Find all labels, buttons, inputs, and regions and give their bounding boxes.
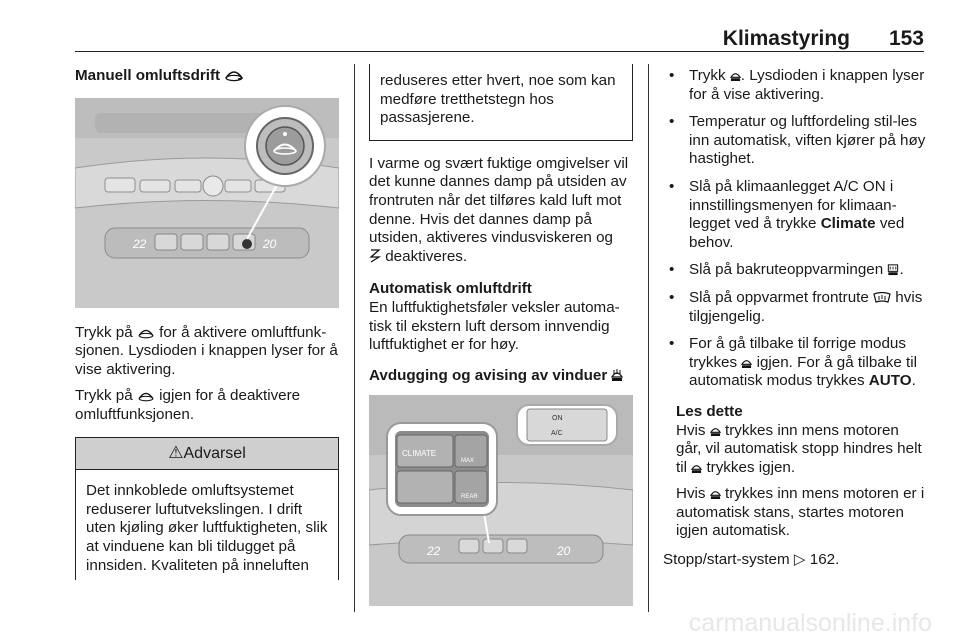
wiper-icon bbox=[369, 249, 381, 263]
recirculation-icon bbox=[137, 390, 155, 402]
paragraph-humid-conditions: I varme og svært fuktige omgivelser vil det kunne dannes damp på utsiden av frontruten når det tilføres kald luft mot denne. Hvis det dannes damp på utsiden, aktiveres vindusviskeren og deaktiveres. bbox=[369, 154, 629, 265]
max-button-label: MAX bbox=[461, 458, 475, 465]
paragraph-activate: Trykk på for å aktivere omluftfunk-sjonen. Lysdioden i knappen lyser for å vise aktivering. bbox=[75, 323, 338, 378]
list-item: • For å gå tilbake til forrige modus trykkes igjen. For å gå tilbake til automatisk modus trykkes AUTO. bbox=[663, 335, 928, 391]
watermark: carmanualsonline.info bbox=[688, 609, 932, 637]
sub-heading-auto-recirculation: Automatisk omluftdrift bbox=[369, 280, 532, 298]
defrost-max-icon bbox=[730, 69, 741, 82]
climate-button-label: CLIMATE bbox=[402, 449, 437, 459]
warning-text: Det innkoblede omluftsystemet reduserer luftutvekslingen. I drift uten kjøling øker luftfuktigheten, slik at vinduene kan bli tildugget på innsiden. Kvaliteten på inneluften bbox=[86, 482, 328, 574]
list-item: • Slå på klimaanlegget A/C ON i innstillingsmenyen for klimaan-legget ved å trykke Climate ved behov. bbox=[663, 178, 928, 252]
list-item: • Slå på bakruteoppvarmingen . bbox=[663, 261, 928, 280]
note-heading: Les dette bbox=[676, 402, 743, 420]
defrost-max-icon bbox=[611, 368, 623, 382]
on-label: ON bbox=[552, 415, 563, 423]
cross-reference-link[interactable]: Stopp/start-system bbox=[663, 551, 790, 569]
figure-recirculation-panel bbox=[75, 98, 339, 308]
defrost-max-icon bbox=[710, 424, 721, 437]
rear-button-label: REAR bbox=[461, 494, 478, 501]
column-divider-1 bbox=[354, 64, 355, 612]
svg-text:22: 22 bbox=[427, 544, 441, 559]
list-item: • Slå på oppvarmet frontrute hvis tilgjengelig. bbox=[663, 289, 928, 326]
column-2 bbox=[369, 64, 633, 606]
defrost-max-icon bbox=[691, 461, 702, 474]
ac-label: A/C bbox=[551, 430, 563, 438]
cross-reference: Stopp/start-system ▷ 162. bbox=[663, 551, 840, 569]
defrost-max-icon bbox=[741, 356, 752, 369]
warning-box bbox=[75, 437, 339, 580]
list-item: • Trykk . Lysdioden i knappen lyser for å vise aktivering. bbox=[663, 67, 928, 104]
defog-panel-illustration bbox=[369, 395, 633, 606]
dashboard-illustration bbox=[75, 98, 339, 308]
page-header-title: Klimastyring bbox=[722, 27, 850, 50]
page-reference-icon: ▷ bbox=[793, 551, 806, 569]
note-paragraph-1: Hvis trykkes inn mens motoren går, vil automatisk stopp hindres helt til trykkes igjen. bbox=[676, 421, 922, 476]
column-divider-2 bbox=[648, 64, 649, 612]
recirculation-icon bbox=[224, 68, 244, 82]
page-number: 153 bbox=[888, 27, 924, 50]
paragraph-deactivate: Trykk på igjen for å deaktivere omluftfunksjonen. bbox=[75, 387, 301, 423]
recirculation-icon bbox=[137, 327, 155, 339]
heated-windscreen-icon bbox=[873, 292, 891, 304]
svg-text:22: 22 bbox=[133, 236, 147, 251]
defrost-max-icon bbox=[710, 487, 721, 500]
warning-icon: ⚠ bbox=[168, 442, 184, 462]
column-1 bbox=[75, 67, 339, 580]
rear-window-heater-icon bbox=[887, 263, 899, 276]
column-3 bbox=[663, 67, 928, 578]
note-paragraph-2: Hvis trykkes inn mens motoren er i automatisk stans, startes motoren igjen automatisk. bbox=[676, 485, 925, 540]
svg-text:20: 20 bbox=[557, 544, 571, 559]
figure-defog-panel bbox=[369, 395, 633, 606]
warning-text-continued: reduseres etter hvert, noe som kan medføre tretthetstegn hos passasjerene. bbox=[380, 72, 616, 127]
section-heading-recirculation: Manuell omluftsdrift bbox=[75, 67, 339, 86]
header-rule bbox=[75, 51, 924, 52]
list-item: • Temperatur og luftfordeling stil-les inn automatisk, viften kjører på høy hastighet. bbox=[663, 113, 928, 169]
section-heading-defog: Avdugging og avising av vinduer bbox=[369, 367, 633, 386]
defog-steps-list bbox=[663, 67, 928, 391]
warning-box-continued bbox=[369, 64, 633, 141]
warning-header: ⚠Advarsel bbox=[76, 438, 338, 471]
svg-text:20: 20 bbox=[263, 236, 277, 251]
paragraph-humidity-sensor: En luftfuktighetsføler veksler automa-tisk til ekstern luft dersom innvendig luftfuktighet er for høy. bbox=[369, 298, 620, 354]
